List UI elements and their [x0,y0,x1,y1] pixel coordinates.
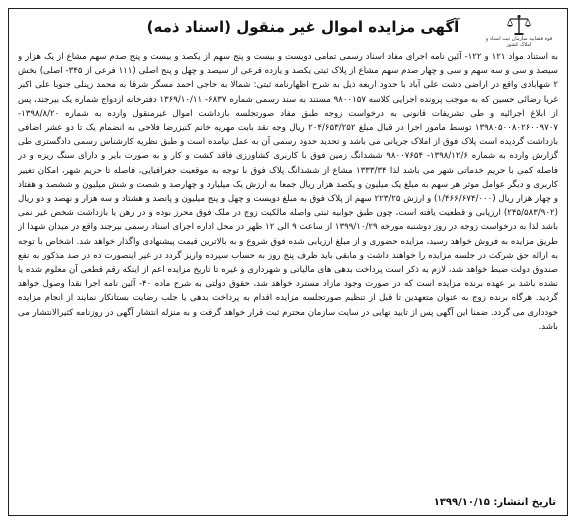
emblem [484,14,554,50]
publish-date: تاریخ انتشار: ۱۳۹۹/۱۰/۱۵ [433,497,556,508]
notice-page [8,8,568,516]
scales-of-justice-icon [506,14,532,36]
notice-title: آگهی مزایده اموال غیر منقول (اسناد ذمه) [146,18,460,36]
emblem-org-text: قوه قضاییه سازمان ثبت اسناد و املاک کشور [485,36,553,48]
notice-body: به استناد مواد ۱۲۱ و ۱۲۲- آئین نامه اجرای مفاد اسناد رسمی تمامی دویست و بیست و پنج سهم از یکصد و بیست و پنج صدم سهم مشاع از یک هزار و سیصد و سی و سه سهم و سی و چهار صدم سهم مشاع از پلاک ثبتی یکصد و یازده فرعی از سیصد و چهل و پنج اصلی (۱۱۱ فرعی از ۳۴۵- اصلی) بخش ۲ شهابادی واقع در اراضی دشت علی آباد با حدود اربعه ذیل به شرح اظهارنامه ثبتی: شمالا به حاجی احمد مسگر شرقا به محمد زینلی جنوبا علی اکبر غریا رضائی حسین که به موجب پرونده اجرایی کلاسه ۹۸۰۰۱۵۷ مستند به سند رسمی شماره ۶۸۳۷- ۱۳۶۹/۱۰/۱۱ دفترخانه ازدواج شماره یک بیرجند، پس از ابلاغ اجرائیه و طی تشریفات قانونی به درخواست زوجه طبق مفاد صورتجلسه بازداشت اموال غیرمنقول وارده به شماره ۱۳۹۸/۸/۲۰- ۱۳۹۸۰۵۰۰۸۰۲۶۰۰۹۷۰۷ توسط مامور اجرا در قبال مبلغ ۲۰۴/۶۵۳/۲۵۲ ریال وجه نقد بابت مهریه خانم کنیزرضا فلاحی به انضمام یک تا دو عشر اضافی بازداشت گردیده است پلاک فوق از املاک جریانی می باشد و تحدید حدود رسمی آن به عمل نیامده است و طبق نظریه کارشناس رسمی دادگستری طی گزارش وارده به شماره ۱۳۹۸/۱۲/۶- ۹۸۰۰۷۶۵۴ ششدانگ زمین فوق با کاربری کشاورزی فاقد کشت و کار و به صورت بایر و دارای سنگ ریزه و در فاصله کمی با حریم خدماتی شهر می باشد لذا ۱۳۳۳/۳۴ مشاع از ششدانگ پلاک فوق با توجه به موقعیت جغرافیایی، فاصله تا حریم شهر، امکان تغییر کاربری و دیگر عوامل موثر هر سهم به مبلغ یک میلیون و یکصد هزار ریال جمعا به ارزش یک میلیارد و چهارصد و شصت و شش میلیون و ششصد و هفتاد و چهار هزار ریال (۱/۴۶۶/۶۷۴/۰۰۰) و ارزش ۲۲۳/۲۵ سهم از پلاک فوق به مبلغ دویست و چهل و پنج میلیون و پانصد و هشتاد و سه هزار و نهصد و دو ریال (۲۴۵/۵۸۳/۹۰۲) ارزیابی و قطعیت یافته است، چون طبق جوابیه ثبتی واصله مالکیت زوج در ملک فوق محرز بوده و در رهن یا بازداشت شخص غیر نمی باشد لذا به درخواست زوجه در روز دوشنبه مورخه ۱۳۹۹/۱۰/۲۹ از ساعت ۹ الی ۱۲ ظهر در محل اداره اجرای اسناد رسمی بیرجند واقع در میدان شهدا از طریق مزایده به فروش خواهد رسید، مزایده حضوری و از مبلغ ارزیابی شده فوق شروع و به بالاترین قیمت پیشنهادی واگذار خواهد شد. اشخاص با توجه به ارائه حق شرکت در جلسه مزایده را خواهند داشت و مابقی باید ظرف پنج روز به حساب سپرده واریز گردد در غیر اینصورت ده در صد مذکور به نفع صندوق دولت ضبط خواهد شد، لازم به ذکر است پرداخت بدهی های مالیاتی و شهرداری و غیره تا تاریخ مزایده اعم از اینکه رقم قطعی آن معلوم شده یا نشده باشد بر عهده برنده مزایده است که در صورت وجود مازاد مسترد خواهد شد، حقوق دولتی به شرح ماده ۴۰- آئین نامه اجرا نقدا وصول خواهد گردید. هرگاه برنده زوج به عنوان متعهدین تا قبل از تنظیم صورتجلسه مزایده اقدام به پرداخت بدهی یا جلب رضایت بستانکار نمایند از انجام مزایده خودداری می گردد. ضمنا این آگهی پس از تایید نهایی در سایت سازمان محترم ثبت قرار خواهد گرفت و به منزله انتشار آگهی در روزنامه کثیرالانتشار می باشد. [18,52,558,332]
notice-header [18,14,558,50]
